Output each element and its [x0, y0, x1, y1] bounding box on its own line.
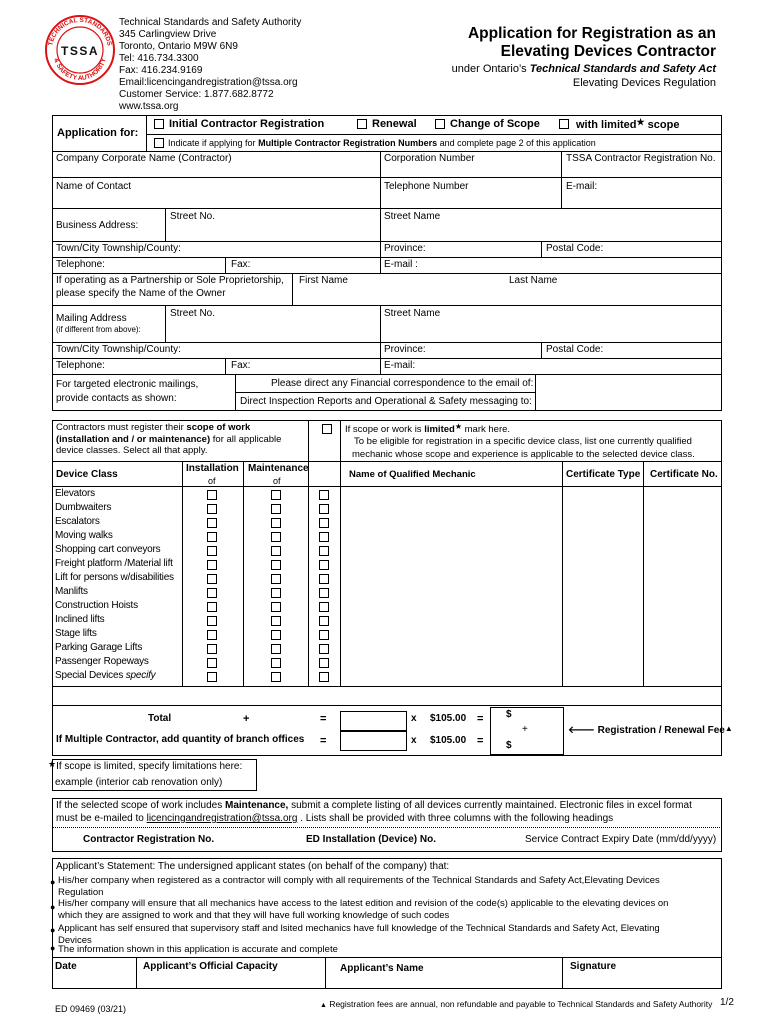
scope-limited-checkbox[interactable]: [322, 424, 332, 434]
device-class-name: Passenger Ropeways: [55, 656, 149, 667]
device-class-label: [55, 642, 142, 653]
mailing-street-name-field[interactable]: Street Name: [384, 308, 441, 319]
mechanic-row-checkbox[interactable]: [319, 616, 329, 626]
mailing-province-field[interactable]: Province:: [384, 344, 426, 355]
telephone-number-field[interactable]: Telephone Number: [384, 181, 469, 192]
maintenance-checkbox[interactable]: [271, 504, 281, 514]
street-no-field[interactable]: Street No.: [170, 211, 216, 222]
device-class-label: [55, 586, 88, 597]
scope-intro-1a: Contractors must register their: [56, 422, 184, 433]
logo-text-bottom: & SAFETY AUTHORITY: [52, 57, 108, 83]
maintenance-checkbox[interactable]: [271, 574, 281, 584]
mechanic-row-checkbox[interactable]: [319, 630, 329, 640]
multiple-registration-checkbox[interactable]: [154, 138, 164, 148]
mechanic-name-cell[interactable]: [341, 656, 562, 670]
heading-service-expiry: Service Contract Expiry Date (mm/dd/yyyy): [525, 834, 717, 845]
owner-first-name-field[interactable]: First Name: [299, 275, 348, 286]
certificate-no-cell[interactable]: [644, 544, 721, 558]
multiple-text-a: Indicate if applying for: [168, 138, 256, 148]
scope-limited-note-b: limited: [424, 424, 455, 435]
certificate-type-cell[interactable]: [563, 656, 643, 670]
maintenance-checkbox[interactable]: [271, 630, 281, 640]
certificate-type-cell[interactable]: [563, 586, 643, 600]
org-tel: Tel: 416.734.3300: [119, 53, 199, 64]
heading-contractor-reg-no: Contractor Registration No.: [83, 834, 215, 845]
org-email: Email:licencingandregistration@tssa.org: [119, 77, 298, 88]
targeted-mailings-label-1: For targeted electronic mailings,: [56, 379, 199, 390]
fax-field[interactable]: Fax:: [231, 259, 251, 270]
device-class-name: Manlifts: [55, 586, 88, 597]
maintenance-text-1a: If the selected scope of work includes: [56, 800, 223, 811]
mechanic-row-checkbox[interactable]: [319, 588, 329, 598]
signature-date-field[interactable]: Date: [55, 961, 77, 972]
device-class-label: [55, 628, 97, 639]
mechanic-name-cell[interactable]: [341, 502, 562, 516]
col-device-class: Device Class: [56, 469, 118, 480]
certificate-no-cell[interactable]: [644, 628, 721, 642]
star-icon: ★: [636, 117, 645, 127]
maintenance-text-1b: Maintenance,: [224, 800, 289, 811]
statement-bullet-3a: Applicant has self ensured that supervisory staff and lsited mechanics have full knowledge of the Technical Standards and Safety Act, Elevating: [58, 923, 660, 934]
logo-abbrev: TSSA: [60, 44, 100, 58]
certificate-no-cell[interactable]: [644, 600, 721, 614]
device-class-label: [55, 656, 149, 667]
mailing-fax-field[interactable]: Fax:: [231, 360, 251, 371]
mechanic-row-checkbox[interactable]: [319, 658, 329, 668]
maintenance-checkbox[interactable]: [271, 490, 281, 500]
org-name: Technical Standards and Safety Authority: [119, 17, 302, 28]
form-number: ED 09469 (03/21): [55, 1004, 127, 1014]
business-address-label: Business Address:: [56, 220, 139, 231]
title-act: Technical Standards and Safety Act: [529, 63, 716, 75]
installation-checkbox[interactable]: [207, 602, 217, 612]
maintenance-email-link[interactable]: licencingandregistration@tssa.org: [146, 813, 298, 824]
change-of-scope-checkbox[interactable]: [435, 119, 445, 129]
col-maintenance: Maintenance: [248, 463, 309, 474]
footer-note-text: Registration fees are annual, non refundable and payable to Technical Standards and Safety Authority: [329, 999, 713, 1009]
corporation-number-field[interactable]: Corporation Number: [384, 153, 475, 164]
maintenance-checkbox[interactable]: [271, 616, 281, 626]
maintenance-checkbox[interactable]: [271, 532, 281, 542]
inspection-messaging-label: Direct Inspection Reports and Operational & Safety messaging to:: [240, 396, 532, 407]
mechanic-name-cell[interactable]: [341, 488, 562, 502]
installation-checkbox[interactable]: [207, 518, 217, 528]
device-class-label: [55, 530, 113, 541]
org-street: 345 Carlingview Drive: [119, 29, 217, 40]
bullet-icon: ●: [50, 877, 56, 887]
applicant-name-field[interactable]: Applicant’s Name: [340, 963, 424, 974]
star-icon: ★: [48, 759, 57, 769]
device-class-name: Parking Garage Lifts: [55, 642, 143, 653]
scope-intro-1b: scope of work: [186, 422, 251, 433]
certificate-no-cell[interactable]: [644, 502, 721, 516]
maintenance-checkbox[interactable]: [271, 546, 281, 556]
eligible-line-2: mechanic whose scope and experience is applicable to the selected device class.: [352, 449, 695, 460]
signature-field[interactable]: Signature: [570, 961, 617, 972]
renewal-label: Renewal: [372, 118, 417, 130]
limited-scope-checkbox[interactable]: [559, 119, 569, 129]
statement-bullet-2a: His/her company will ensure that all mechanics have access to the latest edition and revision of the code(s) applicable to the elevating devices on: [58, 898, 669, 909]
installation-checkbox[interactable]: [207, 644, 217, 654]
col-certificate-type: Certificate Type: [566, 469, 641, 480]
statement-bullet-3b: Devices: [58, 935, 92, 946]
change-of-scope-label: Change of Scope: [450, 118, 540, 130]
star-icon: ★: [454, 422, 462, 431]
title-line2: Elevating Devices Contractor: [500, 43, 716, 60]
device-class-label: [55, 502, 111, 513]
certificate-type-cell[interactable]: [563, 558, 643, 572]
email-field[interactable]: E-mail:: [566, 181, 598, 192]
mailing-town-field[interactable]: Town/City Township/County:: [56, 344, 181, 355]
triangle-icon: ▲: [320, 1002, 327, 1009]
multiple-equals: =: [320, 735, 327, 747]
device-class-label: [55, 572, 174, 583]
title-under: under Ontario’s: [451, 63, 527, 75]
org-website: www.tssa.org: [119, 101, 179, 112]
col-installation-of: of: [208, 476, 216, 486]
certificate-no-cell[interactable]: [644, 488, 721, 502]
certificate-no-cell[interactable]: [644, 530, 721, 544]
mechanic-row-checkbox[interactable]: [319, 504, 329, 514]
postal-code-field[interactable]: Postal Code:: [546, 243, 604, 254]
device-class-name: Moving walks: [55, 530, 113, 541]
scope-intro-3: device classes. Select all that apply.: [56, 445, 208, 456]
certificate-no-cell[interactable]: [644, 670, 721, 684]
org-city: Toronto, Ontario M9W 6N9: [119, 41, 238, 52]
fee-plus: +: [522, 724, 528, 735]
total-plus: +: [243, 713, 250, 725]
device-class-specify: specify: [125, 670, 156, 681]
certificate-type-cell[interactable]: [563, 600, 643, 614]
installation-checkbox[interactable]: [207, 616, 217, 626]
installation-checkbox[interactable]: [207, 658, 217, 668]
certificate-no-cell[interactable]: [644, 516, 721, 530]
contact-name-field[interactable]: Name of Contact: [56, 181, 132, 192]
device-class-label: [55, 516, 100, 527]
application-for-label: Application for:: [57, 127, 139, 139]
limitations-text-1: If scope is limited, specify limitations here:: [56, 761, 243, 772]
mechanic-row-checkbox[interactable]: [319, 532, 329, 542]
mechanic-row-checkbox[interactable]: [319, 644, 329, 654]
title-line1: Application for Registration as an: [467, 25, 716, 42]
maintenance-checkbox[interactable]: [271, 560, 281, 570]
registration-fee-text: Registration / Renewal Fee: [597, 725, 725, 736]
certificate-type-cell[interactable]: [563, 642, 643, 656]
mechanic-row-checkbox[interactable]: [319, 602, 329, 612]
certificate-type-cell[interactable]: [563, 488, 643, 502]
device-class-name: Dumbwaiters: [55, 502, 112, 513]
form-title: [452, 25, 716, 90]
statement-bullet-4: The information shown in this application is accurate and complete: [58, 944, 338, 955]
limitations-input[interactable]: [258, 759, 720, 790]
multiple-fee-equals: =: [477, 735, 484, 747]
total-equals: =: [320, 713, 327, 725]
tssa-registration-field[interactable]: TSSA Contractor Registration No.: [566, 153, 716, 164]
maintenance-line-1: [56, 800, 692, 811]
mechanic-name-cell[interactable]: [341, 614, 562, 628]
device-class-name: Stage lifts: [55, 628, 97, 639]
multiple-text-c: and complete page 2 of this application: [439, 138, 596, 148]
installation-checkbox[interactable]: [207, 546, 217, 556]
certificate-no-cell[interactable]: [644, 642, 721, 656]
mailing-telephone-field[interactable]: Telephone:: [56, 360, 105, 371]
maintenance-text-2c: . Lists shall be provided with three columns with the following headings: [300, 813, 614, 824]
eligible-line-1: To be eligible for registration in a specific device class, list one currently qualified: [354, 436, 692, 447]
bullet-icon: ●: [50, 925, 56, 935]
registration-fee-label: [568, 724, 733, 736]
financial-email-field[interactable]: [536, 375, 721, 392]
mechanic-row-checkbox[interactable]: [319, 490, 329, 500]
fee-dollar-1: $: [506, 709, 512, 720]
installation-checkbox[interactable]: [207, 630, 217, 640]
triangle-icon: ▲: [724, 724, 733, 733]
bullet-icon: ●: [50, 902, 56, 912]
installation-checkbox[interactable]: [207, 490, 217, 500]
statement-intro: Applicant’s Statement: The undersigned applicant states (on behalf of the company) that:: [56, 861, 450, 872]
certificate-type-cell[interactable]: [563, 670, 643, 684]
title-regulation: Elevating Devices Regulation: [572, 77, 716, 89]
mailing-address-note: (if different from above):: [56, 325, 141, 334]
province-field[interactable]: Province:: [384, 243, 426, 254]
mechanic-name-cell[interactable]: [341, 670, 562, 684]
maintenance-checkbox[interactable]: [271, 644, 281, 654]
mechanic-name-cell[interactable]: [341, 600, 562, 614]
multiple-text-b: Multiple Contractor Registration Numbers: [258, 138, 438, 148]
scope-intro-2b: for all applicable: [212, 433, 282, 445]
device-class-name: Construction Hoists: [55, 600, 138, 611]
installation-checkbox[interactable]: [207, 672, 217, 682]
mailing-email-field[interactable]: E-mail:: [384, 360, 416, 371]
device-class-name: Shopping cart conveyors: [55, 544, 161, 555]
certificate-no-cell[interactable]: [644, 586, 721, 600]
email2-field[interactable]: E-mail :: [384, 259, 418, 270]
statement-bullet-1a: His/her company when registered as a contractor will comply with all requirements of the Technical Standards and Safety Act,Elevating Devices: [58, 875, 660, 886]
mailing-postal-code-field[interactable]: Postal Code:: [546, 344, 604, 355]
installation-checkbox[interactable]: [207, 574, 217, 584]
scope-intro-2: (installation and / or maintenance): [56, 433, 211, 445]
maintenance-checkbox[interactable]: [271, 658, 281, 668]
mechanic-name-cell[interactable]: [341, 544, 562, 558]
limitations-line-2: example (interior cab renovation only): [55, 777, 223, 788]
device-class-label: [55, 670, 155, 681]
statement-bullet-2b: which they are assigned to work and that they will have full working knowledge of such codes: [58, 910, 450, 921]
scope-intro: [56, 422, 281, 457]
initial-registration-checkbox[interactable]: [154, 119, 164, 129]
maintenance-text-2a: must be e-mailed to: [56, 813, 144, 824]
multiple-contractor-label: If Multiple Contractor, add quantity of branch offices: [56, 734, 305, 745]
limitations-line-1: [48, 759, 242, 772]
certificate-type-cell[interactable]: [563, 628, 643, 642]
certificate-type-cell[interactable]: [563, 614, 643, 628]
device-class-name: Lift for persons w/disabilities: [55, 572, 174, 583]
owner-last-name-field[interactable]: Last Name: [509, 275, 558, 286]
certificate-no-cell[interactable]: [644, 558, 721, 572]
certificate-no-cell[interactable]: [644, 656, 721, 670]
limited-scope-prefix: with limited: [576, 119, 637, 131]
scope-limited-note: [345, 422, 510, 435]
device-class-name: Elevators: [55, 488, 95, 499]
col-maintenance-of: of: [273, 476, 281, 486]
installation-checkbox[interactable]: [207, 588, 217, 598]
mechanic-row-checkbox[interactable]: [319, 574, 329, 584]
renewal-checkbox[interactable]: [357, 119, 367, 129]
mailing-street-no-field[interactable]: Street No.: [170, 308, 216, 319]
mechanic-name-cell[interactable]: [341, 530, 562, 544]
multiple-registration-text: [168, 138, 596, 148]
inspection-email-field[interactable]: [536, 393, 721, 410]
arrow-left-icon: 🡐: [568, 725, 595, 736]
installation-checkbox[interactable]: [207, 504, 217, 514]
heading-ed-installation-no: ED Installation (Device) No.: [306, 834, 437, 845]
maintenance-text-1c: submit a complete listing of all devices currently maintained. Electronic files in excel format: [291, 800, 692, 811]
certificate-type-cell[interactable]: [563, 572, 643, 586]
col-installation: Installation: [186, 463, 239, 474]
official-capacity-field[interactable]: Applicant’s Official Capacity: [143, 961, 278, 972]
telephone-field[interactable]: Telephone:: [56, 259, 105, 270]
device-class-name: Inclined lifts: [55, 614, 105, 625]
installation-checkbox[interactable]: [207, 532, 217, 542]
total-label: Total: [148, 713, 172, 724]
limited-scope-suffix: scope: [647, 119, 680, 131]
device-class-name: Freight platform /Material lift: [55, 558, 173, 569]
device-class-name: Special Devices: [55, 670, 124, 681]
device-class-label: [55, 488, 95, 499]
mechanic-name-cell[interactable]: [341, 628, 562, 642]
total-quantity-field[interactable]: [340, 711, 407, 731]
scope-limited-note-a: If scope or work is: [345, 424, 422, 435]
partnership-label-2: please specify the Name of the Owner: [56, 288, 226, 299]
company-name-field[interactable]: Company Corporate Name (Contractor): [56, 153, 232, 164]
mechanic-name-cell[interactable]: [341, 558, 562, 572]
certificate-type-cell[interactable]: [563, 530, 643, 544]
device-class-name: Escalators: [55, 516, 100, 527]
col-qualified-mechanic: Name of Qualified Mechanic: [349, 469, 476, 480]
statement-bullet-1b: Regulation: [58, 887, 104, 898]
mechanic-row-checkbox[interactable]: [319, 518, 329, 528]
certificate-no-cell[interactable]: [644, 614, 721, 628]
bullet-icon: ●: [50, 943, 56, 953]
scope-limited-note-c: mark here.: [464, 424, 511, 435]
total-times: x: [411, 713, 417, 724]
maintenance-checkbox[interactable]: [271, 602, 281, 612]
certificate-type-cell[interactable]: [563, 544, 643, 558]
footer-note: [320, 999, 712, 1009]
device-class-label: [55, 544, 160, 555]
page-number: 1/2: [720, 997, 734, 1008]
multiple-times: x: [411, 735, 417, 746]
multiple-fee: $105.00: [430, 735, 467, 746]
maintenance-checkbox[interactable]: [271, 672, 281, 682]
total-fee-equals: =: [477, 713, 484, 725]
svg-text:TECHNICAL STANDARDS: [47, 17, 112, 47]
financial-correspondence-label: Please direct any Financial correspondence to the email of:: [271, 378, 534, 389]
maintenance-line-2: [56, 813, 613, 824]
multiple-quantity-field[interactable]: [340, 731, 407, 751]
total-fee: $105.00: [430, 713, 467, 724]
device-class-label: [55, 614, 104, 625]
street-name-field[interactable]: Street Name: [384, 211, 441, 222]
mailing-address-label: Mailing Address: [56, 313, 127, 324]
town-field[interactable]: Town/City Township/County:: [56, 243, 181, 254]
fee-dollar-2: $: [506, 740, 512, 751]
org-fax: Fax: 416.234.9169: [119, 65, 203, 76]
targeted-mailings-label-2: provide contacts as shown:: [56, 393, 177, 404]
maintenance-checkbox[interactable]: [271, 518, 281, 528]
certificate-type-cell[interactable]: [563, 516, 643, 530]
col-certificate-no: Certificate No.: [650, 469, 718, 480]
device-class-label: [55, 558, 173, 569]
mechanic-name-cell[interactable]: [341, 642, 562, 656]
tssa-logo: [44, 14, 116, 86]
device-class-label: [55, 600, 138, 611]
org-customer-service: Customer Service: 1.877.682.8772: [119, 89, 274, 100]
installation-checkbox[interactable]: [207, 560, 217, 570]
certificate-no-cell[interactable]: [644, 572, 721, 586]
certificate-type-cell[interactable]: [563, 502, 643, 516]
partnership-label-1: If operating as a Partnership or Sole Proprietorship,: [56, 275, 284, 286]
org-contact-block: [119, 17, 301, 113]
mechanic-name-cell[interactable]: [341, 516, 562, 530]
mechanic-row-checkbox[interactable]: [319, 560, 329, 570]
mechanic-row-checkbox[interactable]: [319, 546, 329, 556]
initial-registration-label: Initial Contractor Registration: [169, 118, 325, 130]
maintenance-checkbox[interactable]: [271, 588, 281, 598]
mechanic-name-cell[interactable]: [341, 586, 562, 600]
mechanic-name-cell[interactable]: [341, 572, 562, 586]
logo-text-top: TECHNICAL STANDARDS: [47, 16, 113, 47]
limited-scope-text: [576, 117, 679, 131]
mechanic-row-checkbox[interactable]: [319, 672, 329, 682]
